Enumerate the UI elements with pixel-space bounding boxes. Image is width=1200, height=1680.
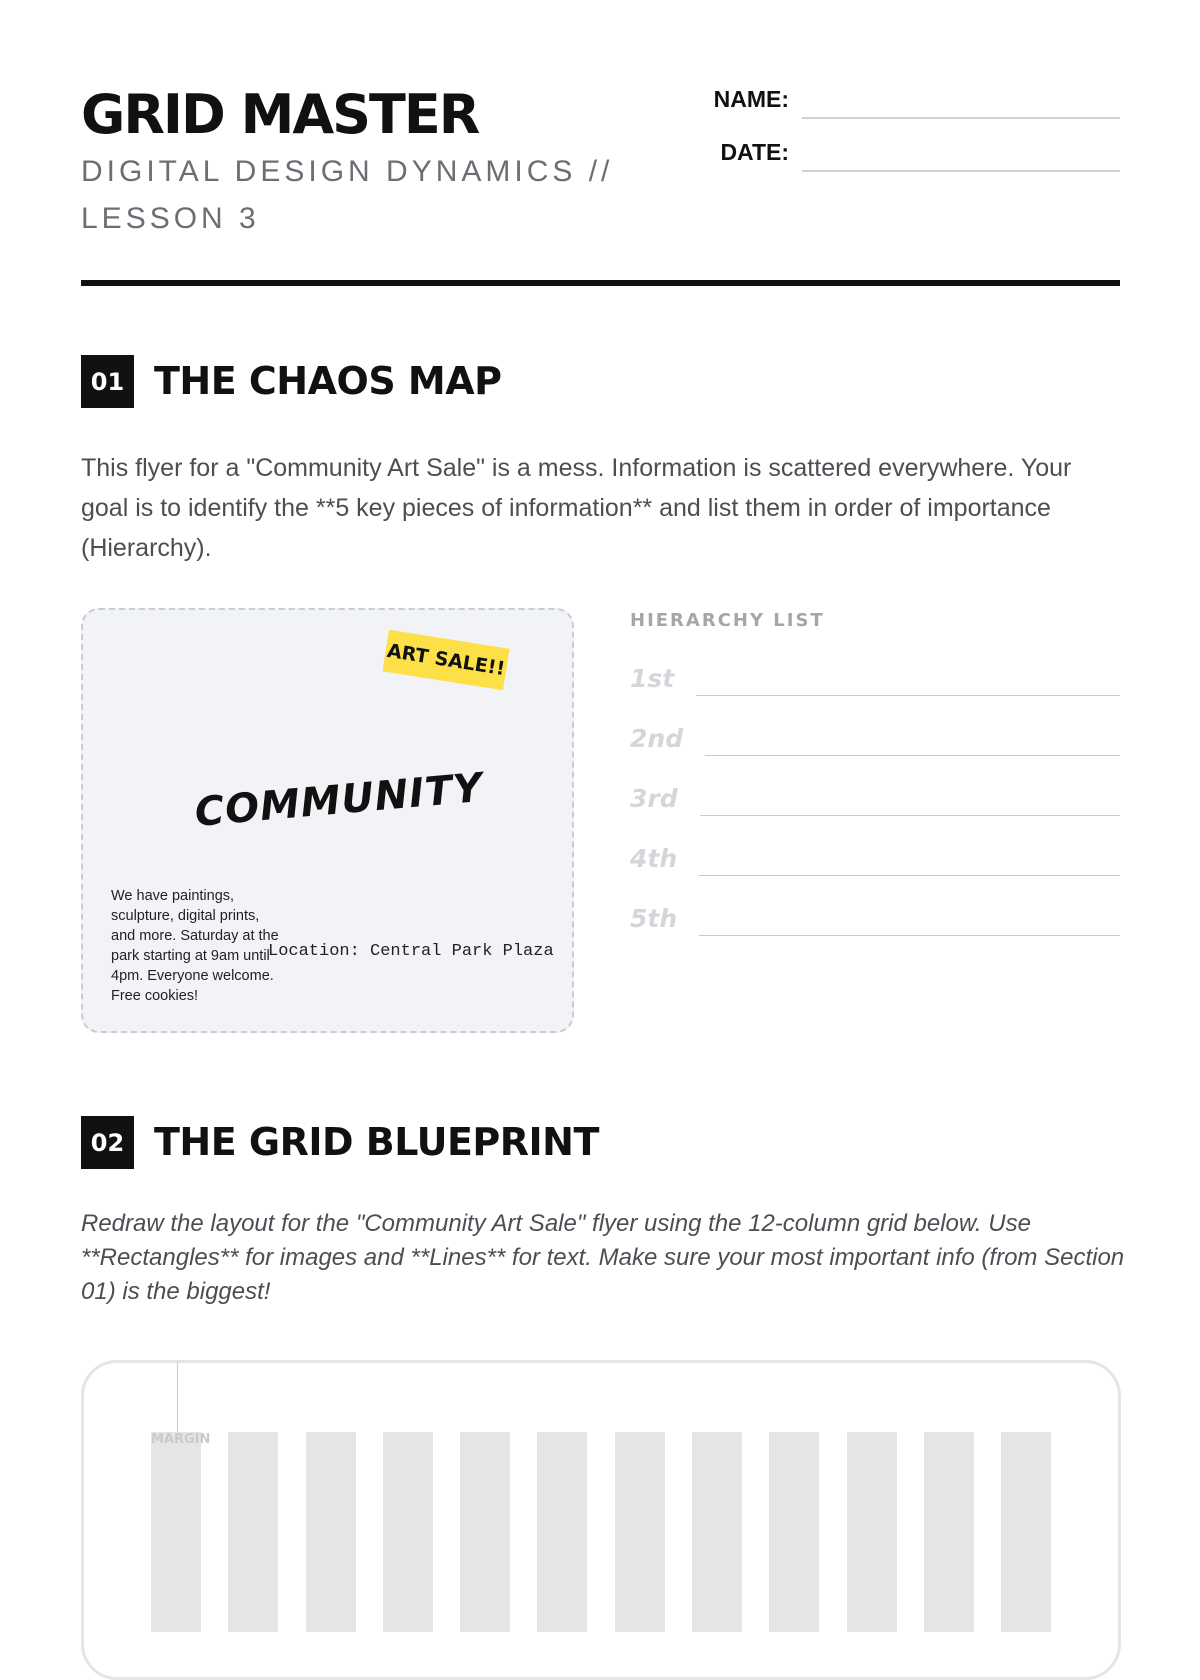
grid-columns	[151, 1432, 1051, 1632]
hierarchy-row	[630, 716, 1120, 756]
section-1-description: This flyer for a "Community Art Sale" is a mess. Information is scattered everywhere. Your goal is to identify the **5 key pieces of information** and list them in order of importance (Hierarchy).	[81, 454, 1072, 562]
margin-label: MARGIN	[151, 1432, 211, 1447]
hierarchy-list-heading: HIERARCHY LIST	[630, 610, 825, 631]
flyer-blurb: We have paintings, sculpture, digital prints, and more. Saturday at the park starting at 9am until 4pm. Everyone welcome. Free cookies!	[111, 888, 279, 1004]
hierarchy-rank: 2nd	[630, 724, 684, 753]
hierarchy-rank: 4th	[630, 844, 678, 873]
grid-column	[692, 1432, 742, 1632]
section-1-title: THE CHAOS MAP	[154, 359, 502, 403]
grid-column	[306, 1432, 356, 1632]
header-divider	[81, 280, 1120, 286]
chaos-flyer	[81, 608, 574, 1033]
flyer-location: Location: Central Park Plaza	[268, 942, 554, 961]
hierarchy-answer-line[interactable]	[699, 875, 1120, 876]
name-field[interactable]	[802, 117, 1120, 119]
hierarchy-answer-line[interactable]	[696, 695, 1120, 696]
grid-column	[383, 1432, 433, 1632]
hierarchy-answer-line[interactable]	[705, 755, 1120, 756]
grid-column	[769, 1432, 819, 1632]
date-field[interactable]	[802, 170, 1120, 172]
grid-column	[151, 1432, 201, 1632]
hierarchy-row	[630, 896, 1120, 936]
hierarchy-rank: 3rd	[630, 784, 678, 813]
page-title: GRID MASTER	[81, 83, 479, 146]
grid-column	[460, 1432, 510, 1632]
grid-column	[924, 1432, 974, 1632]
grid-column	[1001, 1432, 1051, 1632]
name-label: NAME:	[713, 86, 789, 112]
hierarchy-answer-line[interactable]	[700, 815, 1120, 816]
section-2-number: 02	[81, 1116, 134, 1169]
flyer-headline: COMMUNITY	[192, 764, 485, 836]
hierarchy-rank: 5th	[630, 904, 678, 933]
grid-column	[537, 1432, 587, 1632]
section-2-description: Redraw the layout for the "Community Art Sale" flyer using the 12-column grid below. Use **Rectangles** for images and **Lines** for text. Make sure your most important info (from Section 01) is the biggest!	[81, 1210, 1125, 1305]
hierarchy-row	[630, 656, 1120, 696]
hierarchy-rank: 1st	[630, 664, 675, 693]
art-sale-tag: ART SALE!!	[382, 630, 509, 691]
page-subtitle: DIGITAL DESIGN DYNAMICS // LESSON 3	[81, 155, 614, 235]
hierarchy-answer-line[interactable]	[699, 935, 1120, 936]
grid-column	[228, 1432, 278, 1632]
section-1-number: 01	[81, 355, 134, 408]
section-2-title: THE GRID BLUEPRINT	[154, 1120, 599, 1164]
date-label: DATE:	[720, 139, 789, 165]
grid-column	[615, 1432, 665, 1632]
hierarchy-row	[630, 836, 1120, 876]
grid-column	[847, 1432, 897, 1632]
margin-marker	[177, 1362, 178, 1432]
hierarchy-row	[630, 776, 1120, 816]
